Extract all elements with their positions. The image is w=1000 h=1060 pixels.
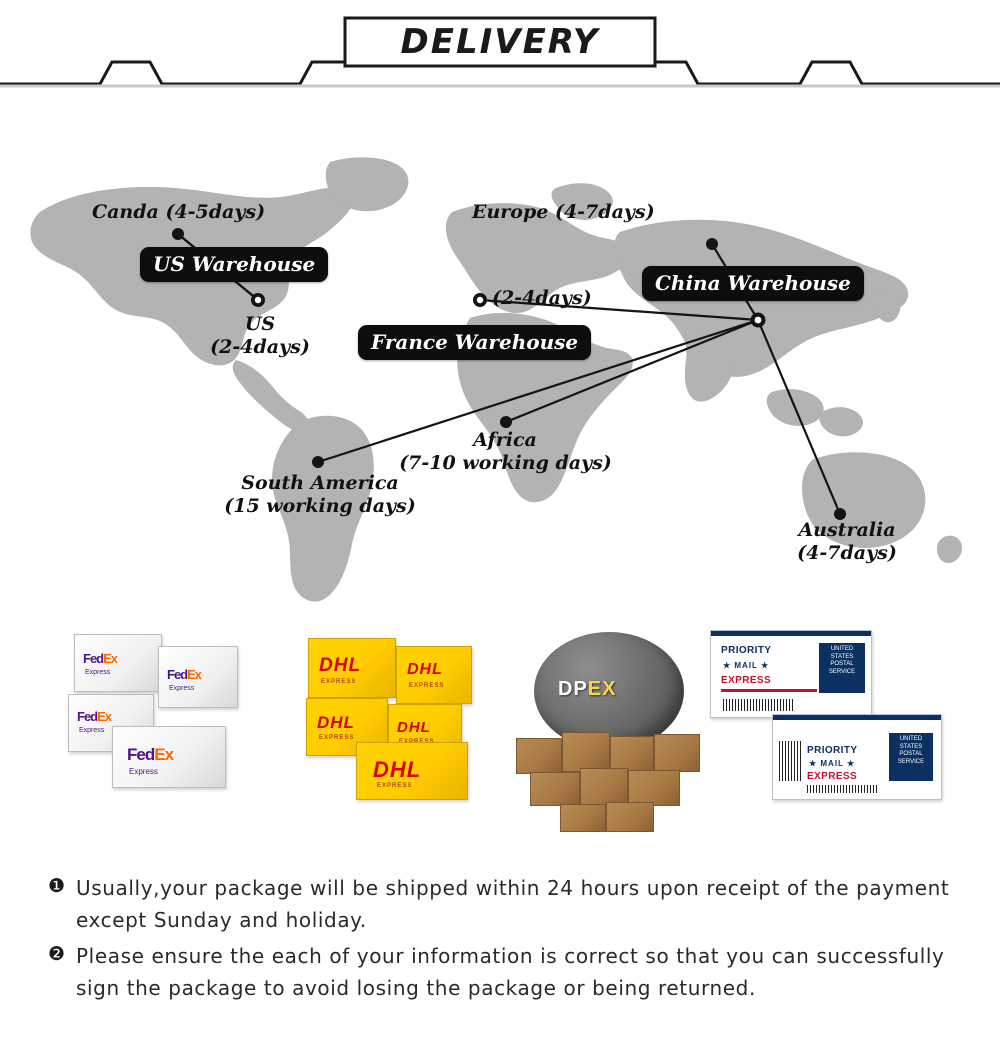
delivery-notes — [0, 866, 1000, 1060]
map-label-us-time: (2-4days) — [210, 336, 310, 358]
dhl-sub: EXPRESS — [409, 683, 445, 689]
carrier-dhl — [300, 622, 530, 842]
dhl-sub: EXPRESS — [321, 679, 357, 685]
map-label-canada: Canda (4-5days) — [92, 201, 266, 223]
fedex-logo-fed: Fed — [127, 745, 155, 764]
dpex-parcel — [530, 772, 580, 806]
dpex-parcel — [516, 738, 562, 774]
usps-stripe — [711, 631, 871, 636]
dhl-logo: DHL — [373, 757, 422, 782]
fedex-logo-ex: Ex — [187, 667, 202, 682]
map-label-us-name: US — [244, 313, 276, 335]
dpex-parcel — [628, 770, 680, 806]
dpex-parcel — [610, 736, 654, 772]
warehouse-tag-france[interactable]: France Warehouse — [358, 325, 591, 360]
carrier-fedex — [60, 622, 290, 842]
dpex-parcel — [654, 734, 700, 772]
dhl-box — [356, 742, 468, 800]
carrier-logos — [0, 622, 1000, 862]
fedex-sub: Express — [79, 727, 105, 734]
dpex-parcel — [580, 768, 628, 806]
dpex-parcel — [560, 804, 606, 832]
fedex-logo-fed: Fed — [167, 667, 188, 682]
usps-barcode — [807, 785, 877, 793]
usps-eagle-icon: UNITED STATES POSTAL SERVICE — [819, 643, 865, 693]
dhl-logo: DHL — [407, 661, 443, 678]
usps-barcode — [779, 741, 801, 781]
usps-box — [772, 714, 942, 800]
usps-eagle-icon: UNITED STATES POSTAL SERVICE — [889, 733, 933, 781]
dpex-logo-ex: EX — [587, 678, 617, 700]
delivery-map — [0, 92, 1000, 622]
dhl-logo: DHL — [317, 713, 355, 732]
fedex-logo — [167, 667, 201, 682]
dpex-logo-dp: DP — [558, 678, 588, 700]
usps-express-label: EXPRESS — [807, 771, 858, 782]
dhl-logo: DHL — [397, 719, 431, 736]
note-text-1: Usually,your package will be shipped within 24 hours upon receipt of the payment except Sunday and holiday. — [76, 876, 950, 933]
fedex-logo — [127, 745, 173, 765]
map-label-france-time: (2-4days) — [492, 287, 592, 309]
page-title: DELIVERY — [400, 22, 600, 62]
map-label-africa-name: Africa — [473, 429, 537, 451]
fedex-sub: Express — [169, 685, 195, 692]
warehouse-tag-china[interactable]: China Warehouse — [642, 266, 864, 301]
map-label-australia-name: Australia — [798, 519, 896, 541]
dhl-logo: DHL — [319, 655, 362, 676]
fedex-logo — [77, 709, 111, 724]
note-text-2: Please ensure the each of your information is correct so that you can successfully sign the package to avoid losing the package or being returned. — [76, 944, 945, 1001]
dpex-logo — [558, 678, 616, 701]
usps-express-label: EXPRESS — [721, 675, 772, 686]
usps-priority-label: PRIORITY — [807, 745, 858, 756]
dpex-parcel — [562, 732, 610, 772]
usps-barcode — [723, 699, 793, 711]
fedex-logo-fed: Fed — [77, 709, 98, 724]
note-marker-1: ❶ — [48, 875, 66, 897]
note-item — [48, 872, 958, 937]
note-marker-2: ❷ — [48, 943, 66, 965]
map-label-australia-time: (4-7days) — [797, 542, 897, 564]
dhl-sub: EXPRESS — [377, 783, 413, 789]
dpex-parcel — [606, 802, 654, 832]
header-banner — [0, 0, 1000, 92]
dhl-sub: EXPRESS — [319, 735, 355, 741]
carrier-usps — [700, 622, 930, 842]
fedex-logo-ex: Ex — [154, 745, 174, 764]
dhl-box — [396, 646, 472, 704]
fedex-box — [74, 634, 162, 692]
usps-priority-label: PRIORITY — [721, 645, 772, 656]
fedex-logo-ex: Ex — [103, 651, 118, 666]
map-label-europe: Europe (4-7days) — [472, 201, 655, 223]
usps-box — [710, 630, 872, 718]
fedex-logo-fed: Fed — [83, 651, 104, 666]
fedex-sub: Express — [85, 669, 111, 676]
map-label-south-america-time: (15 working days) — [224, 495, 416, 517]
usps-stripe — [721, 689, 817, 692]
dhl-box — [308, 638, 396, 698]
usps-stripe — [773, 715, 941, 720]
fedex-box — [112, 726, 226, 788]
note-item — [48, 940, 958, 1005]
fedex-logo — [83, 651, 117, 666]
warehouse-tag-us[interactable]: US Warehouse — [140, 247, 328, 282]
map-label-south-america-name: South America — [241, 472, 399, 494]
map-label-africa-time: (7-10 working days) — [399, 452, 612, 474]
fedex-box — [158, 646, 238, 708]
usps-mail-label: ★ MAIL ★ — [723, 661, 770, 670]
usps-mail-label: ★ MAIL ★ — [809, 759, 856, 768]
fedex-sub: Express — [129, 767, 158, 776]
fedex-logo-ex: Ex — [97, 709, 112, 724]
